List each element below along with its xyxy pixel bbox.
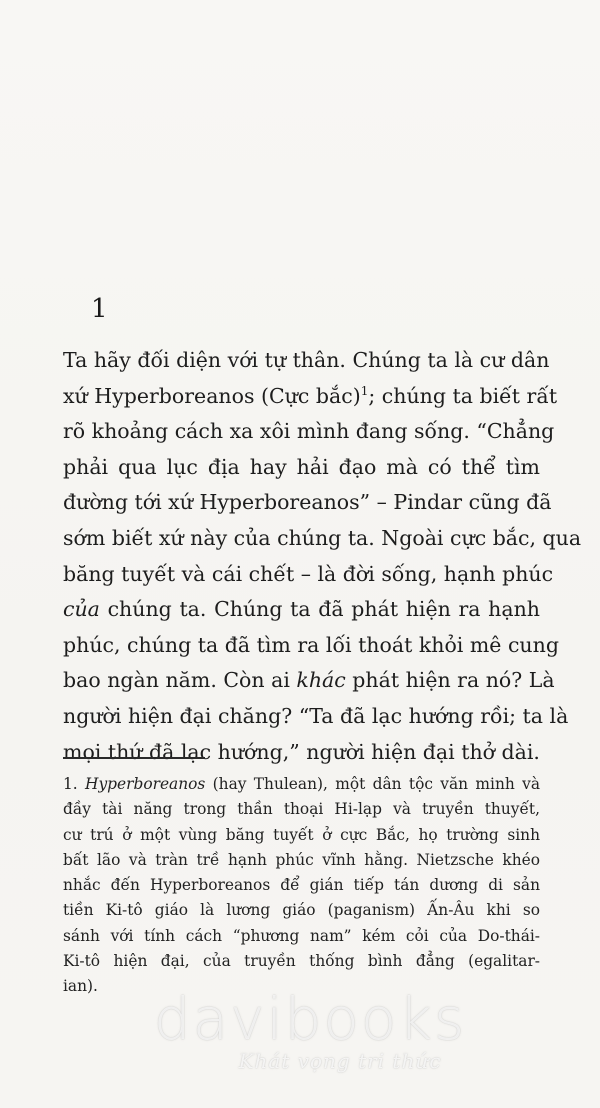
paragraph-line: sớm biết xứ này của chúng ta. Ngoài cực bắc, qua bbox=[63, 525, 582, 550]
main-paragraph bbox=[63, 343, 582, 770]
footnote bbox=[63, 772, 540, 1000]
footnote-line: cư trú ở một vùng băng tuyết ở cực Bắc, họ trường sinh bbox=[63, 825, 540, 844]
paragraph-line: xứ Hyperboreanos (Cực bắc)$^1$; chúng ta biết rất bbox=[63, 383, 558, 408]
chapter-number: 1 bbox=[91, 294, 108, 324]
footnote-line: tiền Ki-tô giáo là lương giáo (paganism) Ấn-Âu khi so bbox=[63, 901, 540, 920]
footnote-line: sánh với tính cách “phương nam” kém cỏi của Do-thái- bbox=[63, 926, 540, 945]
watermark-tagline: Khát vọng tri thức bbox=[238, 1049, 442, 1073]
footnote-line: bất lão và tràn trề hạnh phúc vĩnh hằng. Nietzsche khéo bbox=[63, 850, 540, 869]
paragraph-line: phải qua lục địa hay hải đạo mà có thể tìm bbox=[63, 454, 540, 479]
footnote-separator bbox=[63, 757, 205, 759]
watermark-brand: davibooks bbox=[153, 985, 467, 1053]
paragraph-line: rõ khoảng cách xa xôi mình đang sống. “Chẳng bbox=[63, 419, 555, 444]
footnote-line: Ki-tô hiện đại, của truyền thống bình đẳng (egalitar- bbox=[63, 952, 540, 971]
footnote-line: ian). bbox=[63, 977, 98, 996]
paragraph-line: mọi thứ đã lạc hướng,” người hiện đại thở dài. bbox=[63, 739, 540, 764]
footnote-line: đầy tài năng trong thần thoại Hi-lạp và truyền thuyết, bbox=[63, 800, 540, 819]
footnote-line: 1. Hyperboreanos (hay Thulean), một dân tộc văn minh và bbox=[63, 775, 540, 793]
italic-text: khác bbox=[296, 668, 346, 693]
paragraph-line: phúc, chúng ta đã tìm ra lối thoát khỏi mê cung bbox=[63, 632, 559, 657]
paragraph-line: người hiện đại chăng? “Ta đã lạc hướng rồi; ta là bbox=[63, 703, 569, 728]
paragraph-line: bao ngàn năm. Còn ai khác phát hiện ra nó? Là bbox=[63, 668, 555, 693]
footnote-line: nhắc đến Hyperboreanos để gián tiếp tán dương di sản bbox=[63, 876, 540, 895]
paragraph-line: Ta hãy đối diện với tự thân. Chúng ta là cư dân bbox=[63, 348, 550, 372]
paragraph-line: băng tuyết và cái chết – là đời sống, hạnh phúc bbox=[63, 561, 554, 586]
paragraph-line: đường tới xứ Hyperboreanos” – Pindar cũng đã bbox=[63, 490, 552, 515]
paragraph-line: của chúng ta. Chúng ta đã phát hiện ra hạnh bbox=[63, 597, 540, 622]
italic-text: Hyperboreanos bbox=[85, 775, 206, 793]
italic-text: của bbox=[63, 597, 100, 622]
footnote-marker: 1 bbox=[360, 383, 369, 398]
